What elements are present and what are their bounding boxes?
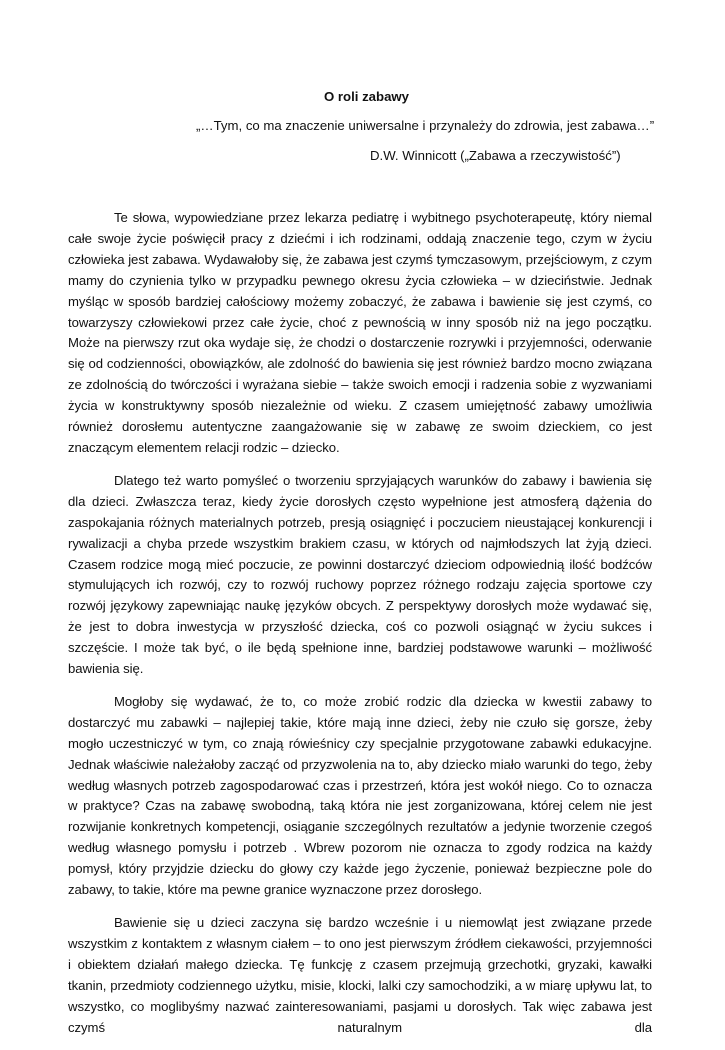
paragraph-4: Bawienie się u dzieci zaczyna się bardzo wcześnie i u niemowląt jest związane przede wszystkim z kontaktem z własnym ciałem – to ono jest pierwszym źródłem ciekawości, przyjemności i obiektem działań małego dziecka. Tę funkcję z czasem przejmują grzechotki, gryzaki, kawałki tkanin, przedmioty codziennego użytku, misie, klocki, lalki czy samochodziki, a w miarę upływu lat, to wszystko, co moglibyśmy nazwać zainteresowaniami, pasjami u dorosłych. Tak więc zabawa jest czymś naturalnym dla xyxy=(68,915,652,1035)
document-title: O roli zabawy xyxy=(323,89,409,104)
paragraph-1: Te słowa, wypowiedziane przez lekarza pediatrę i wybitnego psychoterapeutę, który niemal całe swoje życie poświęcił pracy z dziećmi i ich rodzinami, oddają znaczenie tego, czym w życiu człowieka jest zabawa. Wydawałoby się, że zabawa jest czymś tymczasowym, przejściowym, z czym mamy do czynienia tylko w przypadku pewnego okresu życia człowieka – w dzieciństwie. Jednak myśląc w sposób bardziej całościowy możemy zobaczyć, że zabawa i bawienie się jest czymś, co towarzyszy człowiekowi przez całe życie, choć z pewnością w inny sposób niż na jego początku. Może na pierwszy rzut oka wydaje się, że chodzi o dostarczenie rozrywki i przyjemności, oderwanie się od codzienności, obowiązków, ale zdolność do bawienia się jest również bardzo mocno związana ze zdolnością do twórczości i wyrażana siebie – także swoich emocji i radzenia sobie z wyzwaniami życia w konstruktywny sposób niezależnie od wieku. Z czasem umiejętność zabawy umożliwia również dorosłemu autentyczne zaangażowanie się w zabawę ze swoim dzieckiem, co jest znaczącym elementem relacji rodzic – dziecko. xyxy=(68,210,652,455)
epigraph-quote: „…Tym, co ma znaczenie uniwersalne i przynależy do zdrowia, jest zabawa…” xyxy=(196,118,655,133)
paragraph-3: Mogłoby się wydawać, że to, co może zrobić rodzic dla dziecka w kwestii zabawy to dostarczyć mu zabawki – najlepiej takie, które mają inne dzieci, żeby nie czuło się gorsze, żeby mogło uczestniczyć w tym, co znają rówieśnicy czy specjalnie przygotowane zabawki edukacyjne. Jednak właściwie należałoby zacząć od przyzwolenia na to, aby dziecko miało warunki do tego, żeby według własnych potrzeb zagospodarować czas i przestrzeń, która jest wokół niego. Co to oznacza w praktyce? Czas na zabawę swobodną, taką która nie jest zorganizowana, której celem nie jest rozwijanie konkretnych kompetencji, osiąganie szczególnych rezultatów a jedynie tworzenie czegoś według własnego pomysłu i potrzeb . Wbrew pozorom nie oznacza to zgody rodzica na każdy pomysł, który przyjdzie dziecku do głowy czy każde jego życzenie, ponieważ bezpieczne pole do zabawy, to takie, które ma pewne granice wyznaczone przez dorosłego. xyxy=(68,693,652,898)
epigraph-author: D.W. Winnicott („Zabawa a rzeczywistość”) xyxy=(370,148,621,163)
document-body xyxy=(68,208,652,1050)
paragraph-2: Dlatego też warto pomyśleć o tworzeniu sprzyjających warunków do zabawy i bawienia się dla dzieci. Zwłaszcza teraz, kiedy życie dorosłych często wypełnione jest atmosferą dążenia do zaspokajania różnych materialnych potrzeb, presją osiągnięć i poczuciem nieustającej konkurencji i rywalizacji a chyba przede wszystkim brakiem czasu, w których od najmłodszych lat żyją dzieci. Czasem rodzice mogą mieć poczucie, ze powinni dostarczyć dzieciom odpowiednią ilość bodźców stymulujących ich rozwój, czy to rozwój ruchowy poprzez różnego rodzaju zajęcia sportowe czy rozwój językowy zapewniając naukę języków obcych. Z perspektywy dorosłych może wydawać się, że jest to dobra inwestycja w przyszłość dziecka, coś co pozwoli osiągnąć w życiu sukces i szczęście. I może tak być, o ile będą spełnione inne, bardziej podstawowe warunki – możliwość bawienia się. xyxy=(68,472,652,677)
